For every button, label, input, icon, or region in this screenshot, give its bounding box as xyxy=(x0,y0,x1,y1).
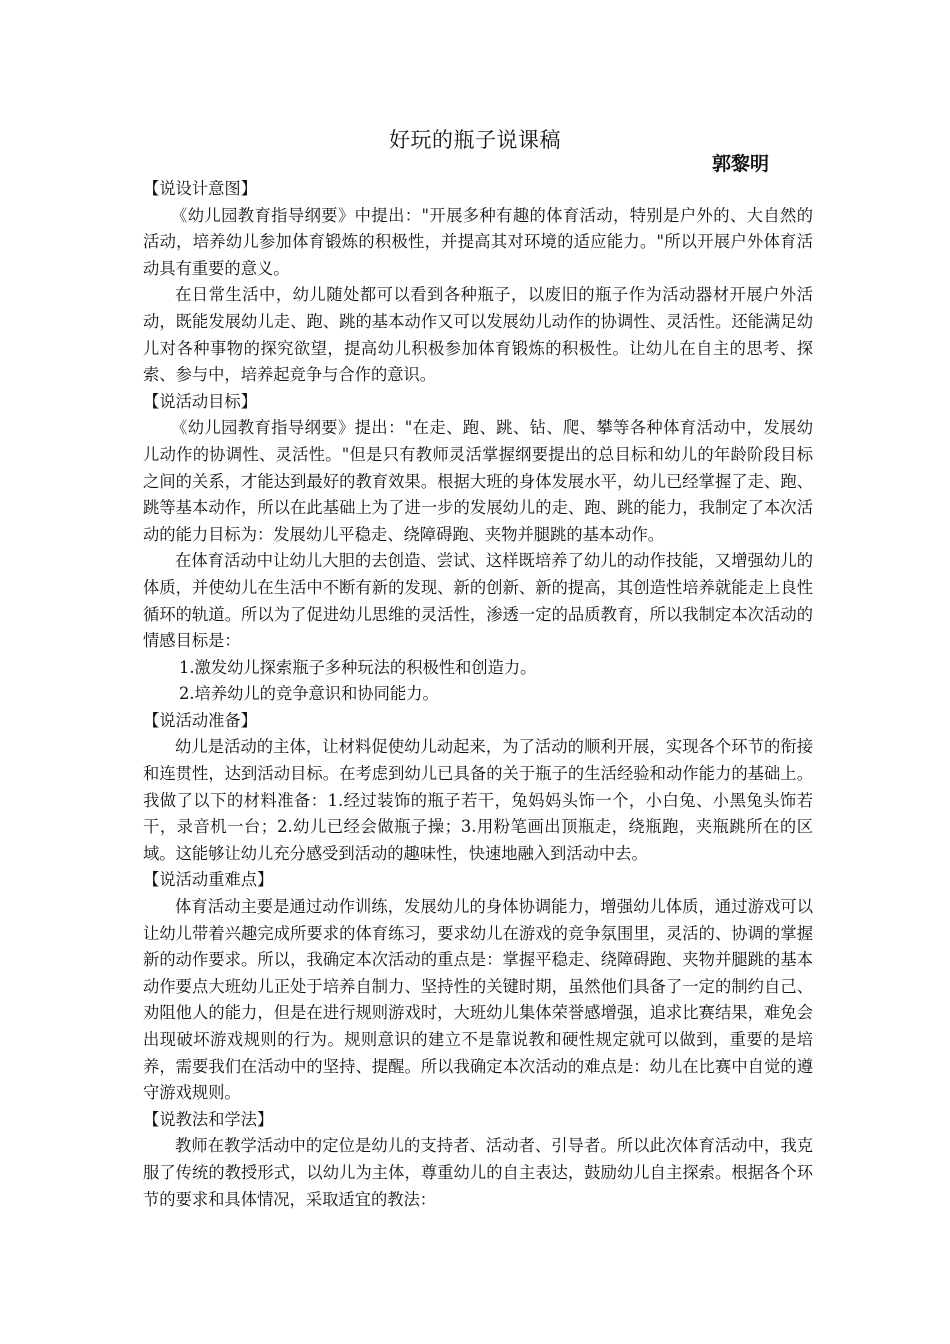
document-body xyxy=(143,176,813,1213)
paragraph: 在体育活动中让幼儿大胆的去创造、尝试、这样既培养了幼儿的动作技能，又增强幼儿的体质，并使幼儿在生活中不断有新的发现、新的创新、新的提高，其创造性培养就能走上良性循环的轨道。所以为了促进幼儿思维的灵活性，渗透一定的品质教育，所以我制定本次活动的情感目标是： xyxy=(143,551,813,651)
paragraph: 《幼儿园教育指导纲要》提出："在走、跑、跳、钻、爬、攀等各种体育活动中，发展幼儿动作的协调性、灵活性。"但是只有教师灵活掌握纲要提出的总目标和幼儿的年龄阶段目标之间的关系，才能达到最好的教育效果。根据大班的身体发展水平，幼儿已经掌握了走、跑、跳等基本动作，所以在此基础上为了进一步的发展幼儿的走、跑、跳的能力，我制定了本次活动的能力目标为：发展幼儿平稳走、绕障碍跑、夹物并腿跳的基本动作。 xyxy=(143,418,813,544)
paragraph: 教师在教学活动中的定位是幼儿的支持者、活动者、引导者。所以此次体育活动中，我克服了传统的教授形式，以幼儿为主体，尊重幼儿的自主表达，鼓励幼儿自主探索。根据各个环节的要求和具体情况，采取适宜的教法： xyxy=(143,1136,813,1209)
paragraph: 幼儿是活动的主体，让材料促使幼儿动起来，为了活动的顺利开展，实现各个环节的衔接和连贯性，达到活动目标。在考虑到幼儿已具备的关于瓶子的生活经验和动作能力的基础上。我做了以下的材料准备：1.经过装饰的瓶子若干，兔妈妈头饰一个，小白兔、小黑兔头饰若干，录音机一台；2.幼儿已经会做瓶子操；3.用粉笔画出顶瓶走，绕瓶跑，夹瓶跳所在的区域。这能够让幼儿充分感受到活动的趣味性，快速地融入到活动中去。 xyxy=(143,737,813,863)
section-heading-activity-goals: 【说活动目标】 xyxy=(143,391,257,411)
paragraph: 《幼儿园教育指导纲要》中提出："开展多种有趣的体育活动，特别是户外的、大自然的活动，培养幼儿参加体育锻炼的积极性，并提高其对环境的适应能力。"所以开展户外体育活动具有重要的意义。 xyxy=(143,205,813,278)
section-heading-key-difficulties: 【说活动重难点】 xyxy=(143,870,274,890)
list-item: 1.激发幼儿探索瓶子多种玩法的积极性和创造力。 xyxy=(179,657,537,677)
paragraph: 体育活动主要是通过动作训练，发展幼儿的身体协调能力，增强幼儿体质，通过游戏可以让幼儿带着兴趣完成所要求的体育练习，要求幼儿在游戏的竞争氛围里，灵活的、协调的掌握新的动作要求。所以，我确定本次活动的重点是：掌握平稳走、绕障碍跑、夹物并腿跳的基本动作要点大班幼儿正处于培养自制力、坚持性的关键时期，虽然他们具备了一定的制约自己、劝阻他人的能力，但是在进行规则游戏时，大班幼儿集体荣誉感增强，追求比赛结果，难免会出现破坏游戏规则的行为。规则意识的建立不是靠说教和硬性规定就可以做到，重要的是培养，需要我们在活动中的坚持、提醒。所以我确定本次活动的难点是：幼儿在比赛中自觉的遵守游戏规则。 xyxy=(143,897,813,1103)
section-heading-design-intent: 【说设计意图】 xyxy=(143,179,257,198)
section-heading-activity-preparation: 【说活动准备】 xyxy=(143,710,257,730)
document-title: 好玩的瓶子说课稿 xyxy=(389,128,561,152)
document-author: 郭黎明 xyxy=(712,153,770,175)
paragraph: 在日常生活中，幼儿随处都可以看到各种瓶子，以废旧的瓶子作为活动器材开展户外活动，既能发展幼儿走、跑、跳的基本动作又可以发展幼儿动作的协调性、灵活性。还能满足幼儿对各种事物的探究欲望，提高幼儿积极参加体育锻炼的积极性。让幼儿在自主的思考、探索、参与中，培养起竞争与合作的意识。 xyxy=(143,285,813,385)
section-heading-teaching-methods: 【说教法和学法】 xyxy=(143,1109,274,1129)
list-item: 2.培养幼儿的竞争意识和协同能力。 xyxy=(179,684,439,704)
